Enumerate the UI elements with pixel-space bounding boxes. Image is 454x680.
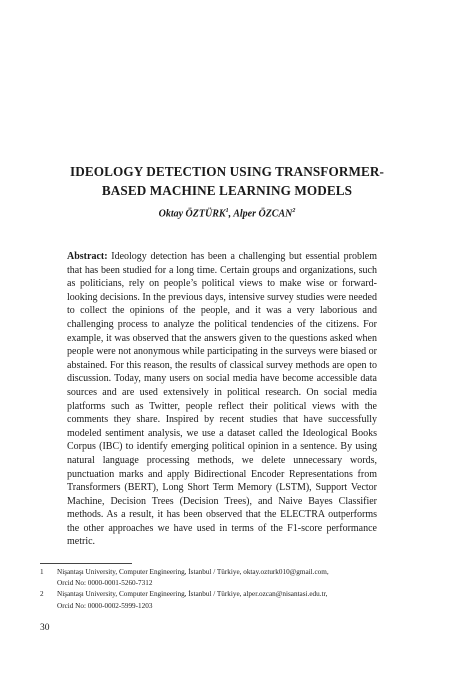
title-line-2: BASED MACHINE LEARNING MODELS — [101, 183, 353, 198]
footnote-text — [57, 589, 380, 611]
author-2-name: Alper ÖZCAN — [233, 208, 293, 220]
footnote-divider — [40, 563, 132, 564]
paper-title — [40, 162, 414, 200]
page-number: 30 — [40, 623, 50, 633]
author-2-footnote-mark: 2 — [292, 208, 296, 214]
footnote-2 — [40, 589, 380, 611]
author-1-footnote-mark: 1 — [225, 208, 229, 214]
abstract-text: Ideology detection has been a challenging but essential problem that has been studied for a long time. Certain groups and organizations, such as politicians, rely on people’s political views to make wise or forward-looking decisions. In the previous days, intensive survey studies were needed to collect the opinions of the people, and it was a very laborious and challenging process to analyze the political tendencies of the citizens. For example, it was observed that the answers given to the questions asked when people were not anonymous while participating in the surveys were biased or abstained. For this reason, the results of classical survey methods are open to discussion. Today, many users on social media have become accessible data sources and are used extensively in political research. On social media platforms such as Twitter, people reflect their political views with the comments they share. Inspired by recent studies that have successfully modeled sentiment analysis, we use a dataset called the Ideological Books Corpus (IBC) to identify emerging political opinion in a sentence. By using natural language processing methods, we delete unnecessary words, punctuation marks and apply Bidirectional Encoder Representations from Transformers (BERT), Long Short Term Memory (LSTM), Support Vector Machine, Decision Trees (Decision Trees), and Naive Bayes Classifier methods. As a result, it has been observed that the ELECTRA outperforms the other approaches we have used in terms of the F1-score performance metric. — [67, 251, 377, 548]
author-separator: , — [228, 208, 234, 220]
footnote-number: 2 — [40, 590, 44, 599]
footnote-orcid: Orcid No: 0000-0001-5260-7312 — [57, 579, 153, 588]
footnote-affiliation: Nişantaşı University, Computer Engineering, İstanbul / Türkiye, alper.ozcan@nisantasi.edu.tr, — [57, 590, 328, 599]
footnotes — [40, 567, 380, 612]
footnote-affiliation: Nişantaşı University, Computer Engineering, İstanbul / Türkiye, oktay.ozturk010@gmail.com, — [57, 568, 329, 576]
author-1-name: Oktay ÖZTÜRK — [158, 208, 226, 220]
footnote-number: 1 — [40, 568, 44, 576]
title-line-1: IDEOLOGY DETECTION USING TRANSFORMER- — [69, 164, 385, 179]
abstract — [67, 250, 377, 549]
footnote-text — [57, 567, 380, 589]
abstract-label: Abstract: — [67, 251, 108, 262]
author-line — [40, 208, 414, 219]
footnote-orcid: Orcid No: 0000-0002-5999-1203 — [57, 601, 153, 610]
footnote-1 — [40, 567, 380, 589]
